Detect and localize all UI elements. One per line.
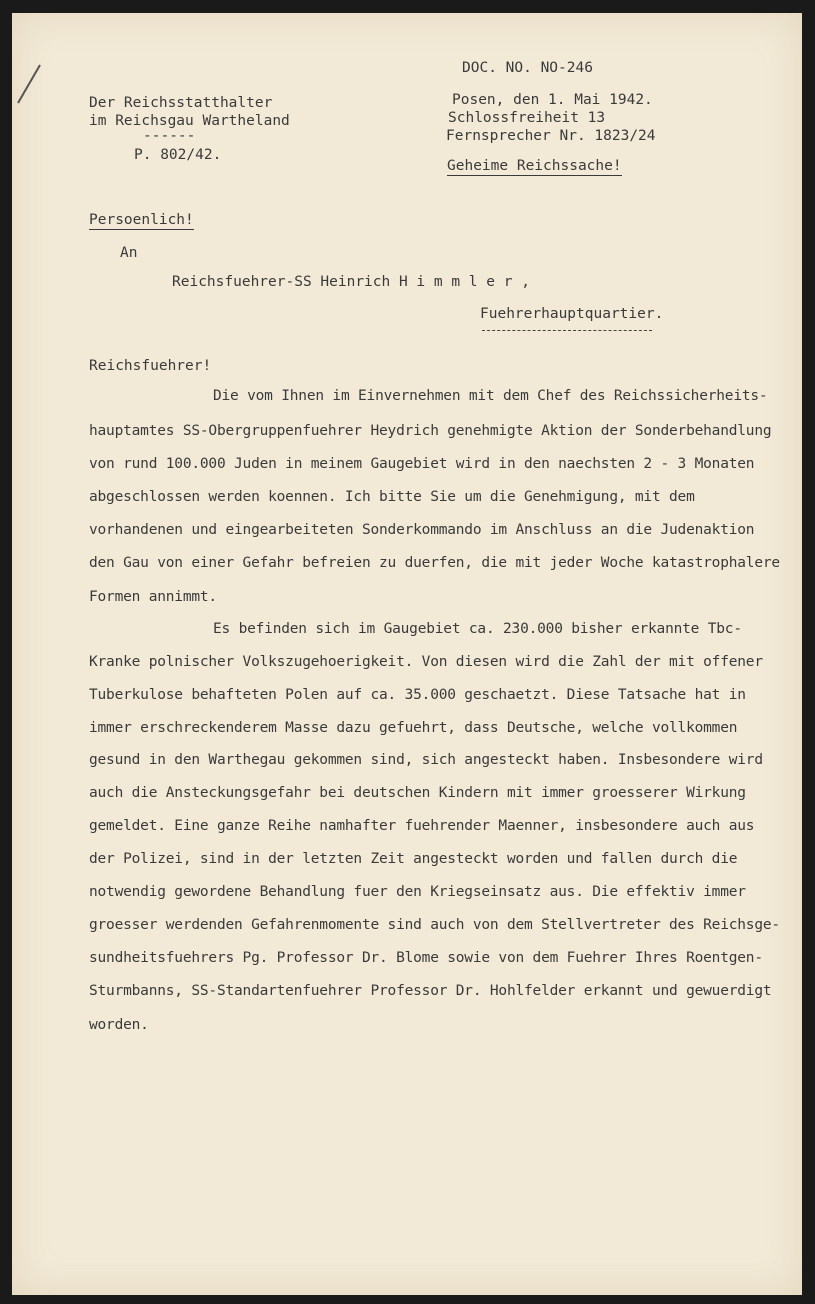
reference-number: P. 802/42. [134, 147, 222, 163]
body-line: notwendig gewordene Behandlung fuer den Kriegseinsatz aus. Die effektiv immer [89, 884, 746, 900]
body-line: immer erschreckenderem Masse dazu gefuehrt, dass Deutsche, welche vollkommen [89, 720, 738, 736]
body-line: hauptamtes SS-Obergruppenfuehrer Heydrich genehmigte Aktion der Sonderbehandlung [89, 423, 772, 439]
phone-number: Fernsprecher Nr. 1823/24 [446, 128, 656, 144]
pencil-mark [17, 64, 41, 103]
body-line: Sturmbanns, SS-Standartenfuehrer Professor Dr. Hohlfelder erkannt und gewuerdigt [89, 983, 772, 999]
body-line: abgeschlossen werden koennen. Ich bitte Sie um die Genehmigung, mit dem [89, 489, 695, 505]
personal-marker: Persoenlich! [89, 212, 194, 228]
address: Schlossfreiheit 13 [448, 110, 606, 126]
body-line: sundheitsfuehrers Pg. Professor Dr. Blome sowie von dem Fuehrer Ihres Roentgen- [89, 950, 763, 966]
body-line: Kranke polnischer Volkszugehoerigkeit. Von diesen wird die Zahl der mit offener [89, 654, 763, 670]
greeting: Reichsfuehrer! [89, 358, 212, 374]
sender-region: im Reichsgau Wartheland [89, 113, 290, 129]
document-number: DOC. NO. NO-246 [462, 60, 593, 76]
body-line: gesund in den Warthegau gekommen sind, sich angesteckt haben. Insbesondere wird [89, 752, 763, 768]
body-line: Die vom Ihnen im Einvernehmen mit dem Chef des Reichssicherheits- [213, 388, 768, 404]
body-line: worden. [89, 1017, 149, 1033]
location-dashes [482, 330, 652, 331]
sender-separator: ------ [143, 128, 196, 144]
classification-stamp: Geheime Reichssache! [447, 158, 622, 174]
body-line: Formen annimmt. [89, 589, 217, 605]
body-line: vorhandenen und eingearbeiteten Sonderkommando im Anschluss an die Judenaktion [89, 522, 755, 538]
body-line: den Gau von einer Gefahr befreien zu duerfen, die mit jeder Woche katastrophalere [89, 555, 780, 571]
body-line: groesser werdenden Gefahrenmomente sind auch von dem Stellvertreter des Reichsge- [89, 917, 780, 933]
recipient-location: Fuehrerhauptquartier. [480, 306, 664, 322]
to-label: An [120, 245, 138, 261]
recipient: Reichsfuehrer-SS Heinrich H i m m l e r , [172, 274, 530, 290]
place-date: Posen, den 1. Mai 1942. [452, 92, 653, 108]
body-line: Es befinden sich im Gaugebiet ca. 230.000 bisher erkannte Tbc- [213, 621, 742, 637]
body-line: von rund 100.000 Juden in meinem Gaugebiet wird in den naechsten 2 - 3 Monaten [89, 456, 755, 472]
body-line: der Polizei, sind in der letzten Zeit angesteckt worden und fallen durch die [89, 851, 738, 867]
body-line: gemeldet. Eine ganze Reihe namhafter fuehrender Maenner, insbesondere auch aus [89, 818, 755, 834]
sender-title: Der Reichsstatthalter [89, 95, 273, 111]
body-line: Tuberkulose behafteten Polen auf ca. 35.000 geschaetzt. Diese Tatsache hat in [89, 687, 746, 703]
body-line: auch die Ansteckungsgefahr bei deutschen Kindern mit immer groesserer Wirkung [89, 785, 746, 801]
